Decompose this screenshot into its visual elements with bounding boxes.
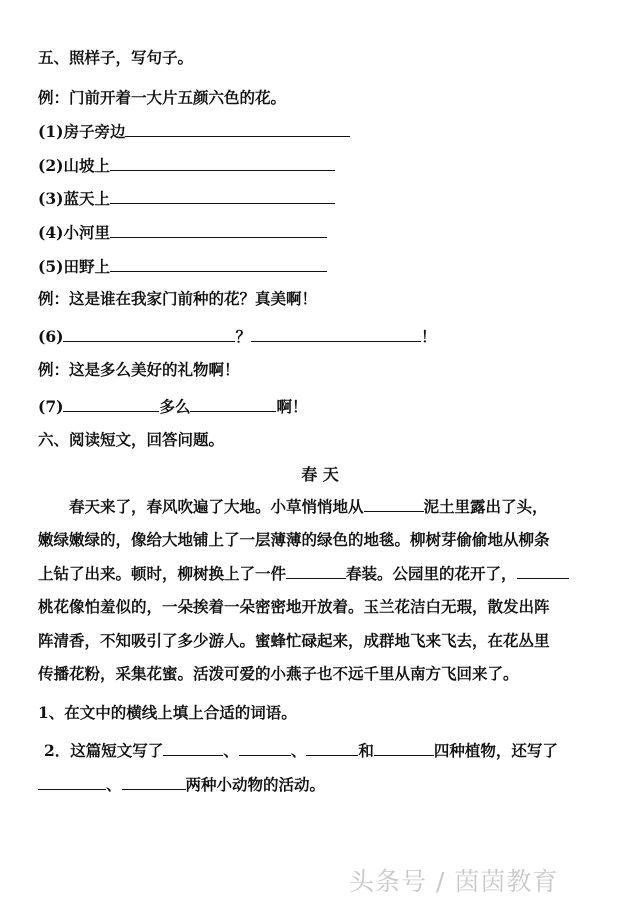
example-1: 例：门前开着一大片五颜六色的花。 xyxy=(38,88,287,107)
section6-heading: 六、阅读短文，回答问题。 xyxy=(38,430,225,449)
answer-blank[interactable] xyxy=(306,740,358,756)
word-a: 啊！ xyxy=(276,397,308,416)
exercise-item-5 xyxy=(38,256,327,277)
answer-blank[interactable] xyxy=(110,188,335,204)
passage-line-6: 传播花粉，采集花蜜。活泼可爱的小燕子也不远千里从南方飞回来了。 xyxy=(38,664,519,683)
exclamation-mark: ！ xyxy=(420,327,437,346)
exercise-item-4 xyxy=(38,222,327,243)
example-2: 例：这是谁在我家门前种的花？真美啊！ xyxy=(38,289,318,308)
answer-blank[interactable] xyxy=(63,396,159,412)
answer-blank[interactable] xyxy=(110,256,327,272)
fill-blank[interactable] xyxy=(364,496,424,512)
answer-blank[interactable] xyxy=(163,740,223,756)
question-2-line-2: 、 两种小动物的活动。 xyxy=(38,774,325,795)
answer-blank[interactable] xyxy=(239,740,291,756)
answer-blank[interactable] xyxy=(190,396,276,412)
exercise-label: (6) xyxy=(38,327,64,346)
exercise-item-6 xyxy=(38,326,436,347)
passage-line-3: 上钻了出来。顿时，柳树换上了一件 春装。公园里的花开了， xyxy=(38,563,569,584)
watermark: 头条号 / 茵茵教育 xyxy=(349,867,559,896)
answer-blank[interactable] xyxy=(251,326,421,342)
fill-blank[interactable] xyxy=(517,563,569,579)
passage-line-2: 嫩绿嫩绿的，像给大地铺上了一层薄薄的绿色的地毯。柳树芽偷偷地从柳条 xyxy=(38,530,550,549)
exercise-label: (2)山坡上 xyxy=(38,156,110,175)
word-duome: 多么 xyxy=(159,397,191,416)
section5-heading: 五、照样子，写句子。 xyxy=(38,48,194,67)
exercise-label: (1)房子旁边 xyxy=(38,122,126,141)
exercise-label: (4)小河里 xyxy=(38,223,110,242)
question-1: 1、在文中的横线上填上合适的词语。 xyxy=(38,703,297,722)
question-mark: ？ xyxy=(235,327,251,346)
answer-blank[interactable] xyxy=(110,155,335,171)
exercise-item-2 xyxy=(38,155,335,176)
answer-blank[interactable] xyxy=(122,774,186,790)
exercise-label: (7) xyxy=(38,397,64,416)
answer-blank[interactable] xyxy=(125,121,350,137)
answer-blank[interactable] xyxy=(63,326,235,342)
exercise-label: (3)蓝天上 xyxy=(38,189,110,208)
exercise-item-1 xyxy=(38,121,350,142)
answer-blank[interactable] xyxy=(110,222,327,238)
passage-line-5: 阵清香，不知吸引了多少游人。蜜蜂忙碌起来，成群地飞来飞去，在花丛里 xyxy=(38,631,550,650)
exercise-label: (5)田野上 xyxy=(38,257,110,276)
question-2-line-1: 2．这篇短文写了 、 、 和 四种植物，还写了 xyxy=(44,741,558,760)
answer-blank[interactable] xyxy=(374,740,434,756)
exercise-item-3 xyxy=(38,188,335,209)
passage-title: 春 天 xyxy=(301,465,339,484)
passage-line-4: 桃花像怕羞似的，一朵挨着一朵密密地开放着。玉兰花洁白无瑕，散发出阵 xyxy=(38,597,550,616)
fill-blank[interactable] xyxy=(286,563,346,579)
exercise-item-7 xyxy=(38,396,307,417)
answer-blank[interactable] xyxy=(38,774,106,790)
passage-line-1: 春天来了，春风吹遍了大地。小草悄悄地从 泥土里露出了头， xyxy=(69,497,548,516)
example-3: 例：这是多么美好的礼物啊！ xyxy=(38,360,240,379)
